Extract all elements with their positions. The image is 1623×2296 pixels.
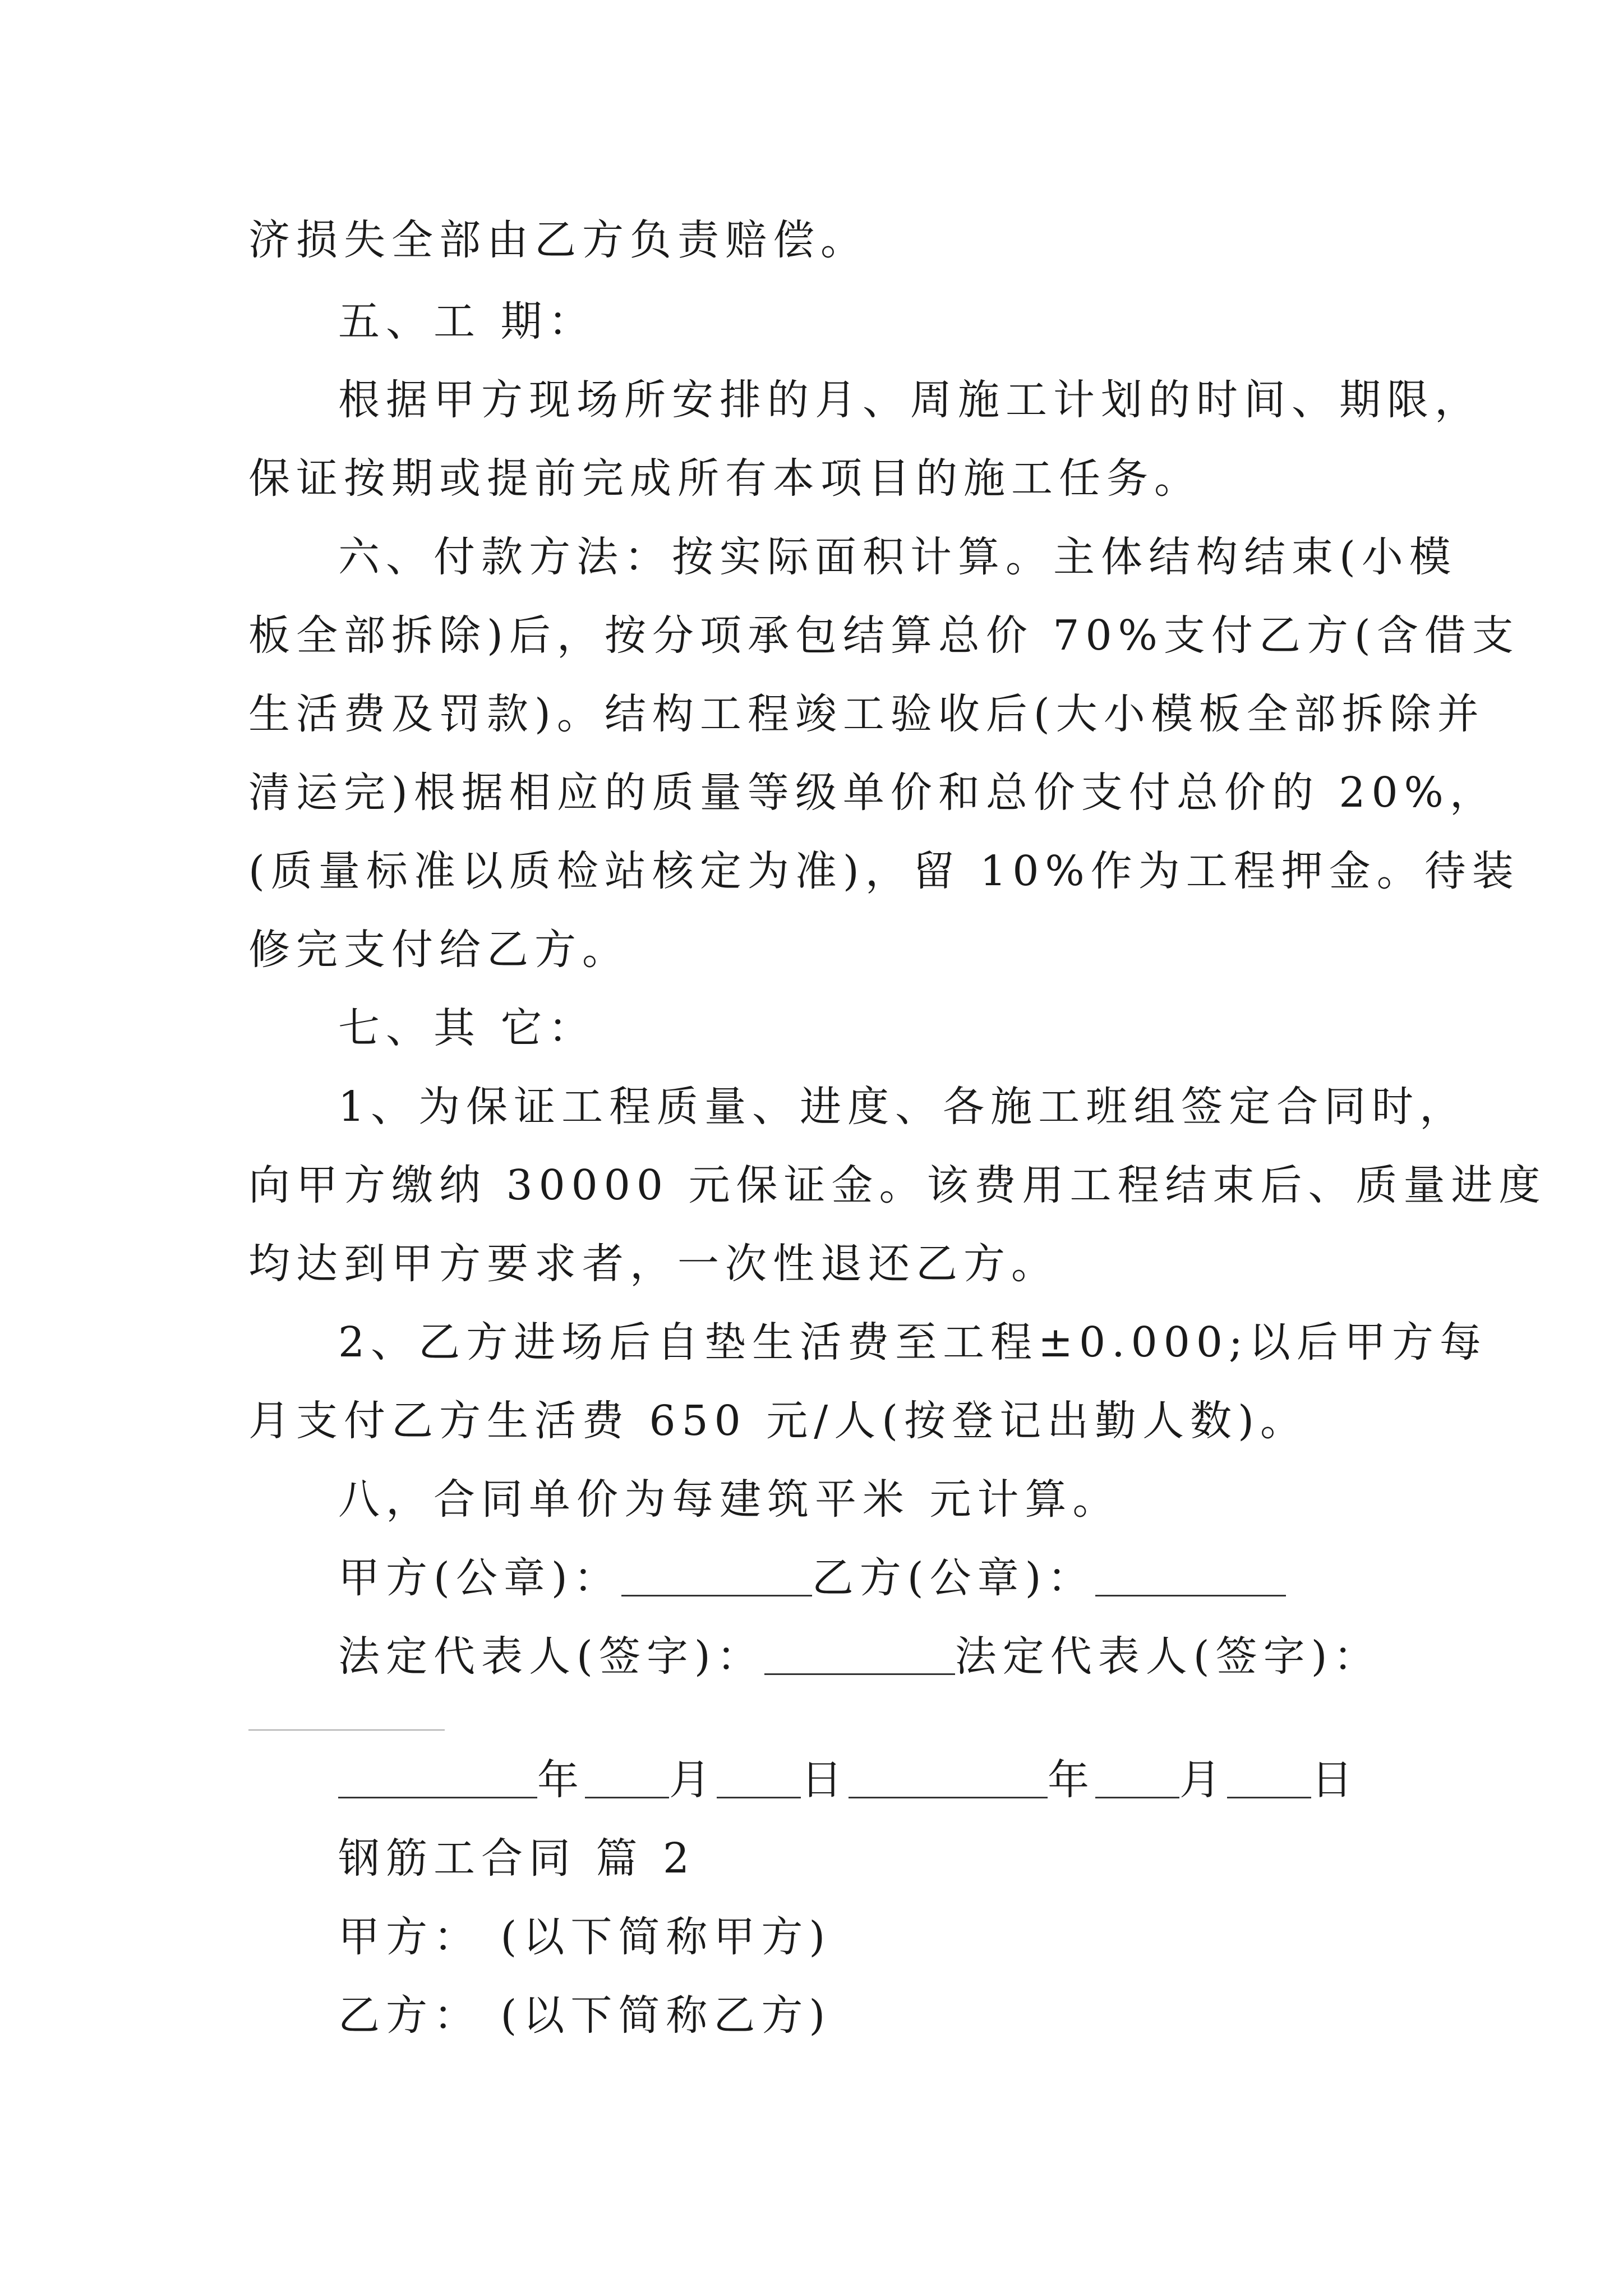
- year-blank-b: [849, 1757, 1048, 1798]
- section-title: 钢筋工合同 篇 2: [338, 1834, 696, 1883]
- paragraph-line: 根据甲方现场所安排的月、周施工计划的时间、期限，: [338, 376, 1482, 424]
- paragraph-line: (质量标准以质检站核定为准)，留 10%作为工程押金。待装: [248, 847, 1520, 895]
- day-label: 日: [801, 1756, 849, 1804]
- seal-line: [338, 1550, 1286, 1606]
- paragraph-line: 修完支付给乙方。: [248, 926, 630, 974]
- legal-rep-a-blank: [764, 1634, 955, 1675]
- signature-blank-continued: [248, 1729, 445, 1731]
- paragraph-line: 保证按期或提前完成所有本项目的施工任务。: [248, 454, 1202, 503]
- paragraph-line: 向甲方缴纳 30000 元保证金。该费用工程结束后、质量进度: [248, 1161, 1547, 1209]
- day-blank-a: [717, 1757, 801, 1798]
- party-a-seal-label: 甲方(公章)：: [338, 1554, 621, 1602]
- paragraph-line: 1、为保证工程质量、进度、各施工班组签定合同时，: [338, 1083, 1468, 1131]
- paragraph-line: 均达到甲方要求者，一次性退还乙方。: [248, 1240, 1059, 1288]
- year-label: 年: [537, 1756, 585, 1804]
- party-a-seal-blank: [621, 1556, 812, 1596]
- legal-rep-line: [338, 1628, 1381, 1685]
- party-b-line: 乙方： (以下简称乙方): [338, 1991, 832, 2040]
- paragraph-line: 月支付乙方生活费 650 元/人(按登记出勤人数)。: [248, 1397, 1308, 1445]
- month-label: 月: [1179, 1756, 1227, 1804]
- paragraph-line: 生活费及罚款)。结构工程竣工验收后(大小模板全部拆除并: [248, 690, 1485, 738]
- legal-rep-b-label: 法定代表人(签字)：: [955, 1632, 1381, 1681]
- section-heading-7: 七、其 它：: [338, 1004, 596, 1052]
- paragraph-line: 济损失全部由乙方负责赔偿。: [248, 216, 868, 264]
- section-heading-8: 八，合同单价为每建筑平米 元计算。: [338, 1475, 1121, 1524]
- legal-rep-a-label: 法定代表人(签字)：: [338, 1632, 764, 1681]
- day-blank-b: [1227, 1757, 1311, 1798]
- paragraph-line: 清运完)根据相应的质量等级单价和总价支付总价的 20%，: [248, 769, 1497, 817]
- party-b-seal-blank: [1095, 1556, 1286, 1596]
- party-a-line: 甲方： (以下简称甲方): [338, 1913, 832, 1961]
- year-label: 年: [1048, 1756, 1095, 1804]
- section-heading-5: 五、工 期：: [338, 297, 596, 346]
- month-blank-a: [585, 1757, 669, 1798]
- paragraph-line: 板全部拆除)后，按分项承包结算总价 70%支付乙方(含借支: [248, 611, 1520, 660]
- day-label: 日: [1311, 1756, 1359, 1804]
- section-heading-6: 六、付款方法：按实际面积计算。主体结构结束(小模: [338, 533, 1457, 581]
- year-blank-a: [338, 1757, 537, 1798]
- paragraph-line: 2、乙方进场后自垫生活费至工程±0.000;以后甲方每: [338, 1318, 1487, 1366]
- party-b-seal-label: 乙方(公章)：: [811, 1554, 1095, 1602]
- month-blank-b: [1095, 1757, 1179, 1798]
- date-line: [338, 1752, 1359, 1808]
- month-label: 月: [669, 1756, 717, 1804]
